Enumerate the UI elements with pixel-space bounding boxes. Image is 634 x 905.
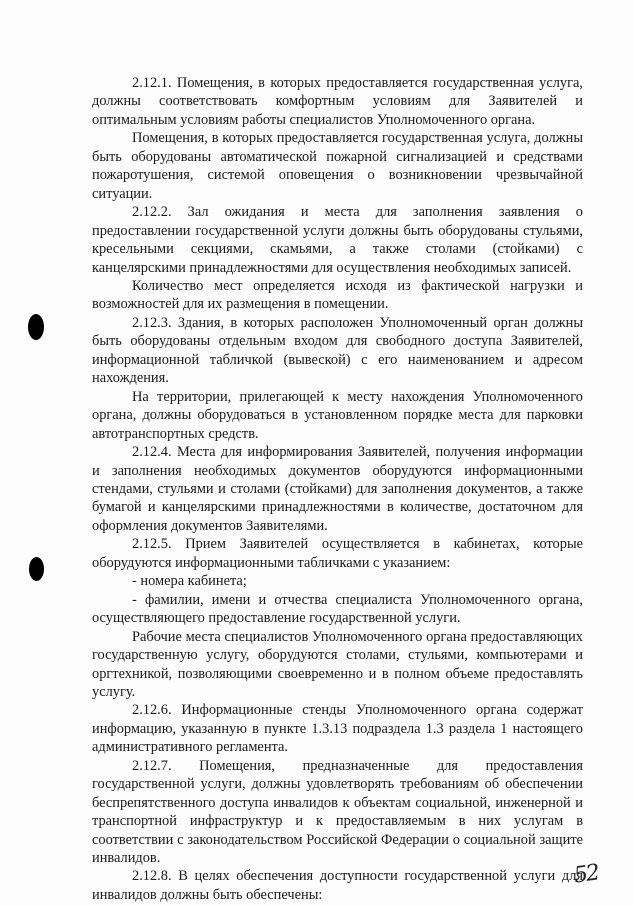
page-number: 52 — [572, 860, 600, 889]
list-item-specialist-name: - фамилии, имени и отчества специалиста Уполномоченного органа, осуществляющего предоставление государственной услуги. — [92, 591, 583, 627]
paragraph-2-12-1: 2.12.1. Помещения, в которых предоставляется государственная услуга, должны соответствовать комфортным условиям для Заявителей и оптимальным условиям работы специалистов Уполномоченного органа. — [92, 75, 583, 128]
paragraph-2-12-8: 2.12.8. В целях обеспечения доступности государственной услуги для инвалидов должны быть обеспечены: — [92, 868, 583, 903]
paragraph-2-12-7: 2.12.7. Помещения, предназначенные для предоставления государственной услуги, должны удовлетворять требованиям об обеспечении беспрепятственного доступа инвалидов к объектам социальной, инженерной и транспортной инфраструктур и к предоставляемым в них услугам в соответствии с законодательством Российской Федерации о социальной защите инвалидов. — [92, 757, 583, 867]
paragraph-workplaces: Рабочие места специалистов Уполномоченного органа предоставляющих государственную услугу, оборудуются столами, стульями, компьютерами и оргтехникой, позволяющими своевременно и в полном объеме предоставлять услугу. — [92, 628, 583, 700]
paragraph-2-12-4: 2.12.4. Места для информирования Заявителей, получения информации и заполнения необходимых документов оборудуются информационными стендами, стульями и столами (стойками) для заполнения документов, а также бумагой и канцелярскими принадлежностями в количестве, достаточном для оформления документов Заявителями. — [92, 444, 583, 534]
paragraph-2-12-2: 2.12.2. Зал ожидания и места для заполнения заявления о предоставлении государственной услуги должны быть оборудованы стульями, кресельными секциями, скамьями, а также столами (стойками) с канцелярскими принадлежностями для осуществления необходимых записей. — [92, 204, 583, 276]
document-body — [92, 74, 583, 904]
paragraph-2-12-3: 2.12.3. Здания, в которых расположен Уполномоченный орган должны быть оборудованы отдельным входом для свободного доступа Заявителей, информационной табличкой (вывеской) с его наименованием и адресом нахождения. — [92, 314, 583, 387]
punch-hole-bottom — [29, 557, 44, 581]
paragraph-parking: На территории, прилегающей к месту нахождения Уполномоченного органа, должны оборудоваться в установленном порядке места для парковки автотранспортных средств. — [92, 388, 583, 442]
punch-hole-top — [28, 314, 44, 340]
list-item-room-number: - номера кабинета; — [132, 573, 247, 590]
paragraph-seat-count: Количество мест определяется исходя из фактической нагрузки и возможностей для их размещения в помещении. — [92, 277, 583, 313]
paragraph-2-12-5: 2.12.5. Прием Заявителей осуществляется в кабинетах, которые оборудуются информационными табличками с указанием: — [92, 536, 583, 571]
paragraph-2-12-6: 2.12.6. Информационные стенды Уполномоченного органа содержат информацию, указанную в пункте 1.3.13 подраздела 1.3 раздела 1 настоящего административного регламента. — [92, 702, 583, 756]
paragraph-fire-alarm: Помещения, в которых предоставляется государственная услуга, должны быть оборудованы автоматической пожарной сигнализацией и средствами пожаротушения, системой оповещения о возникновении чрезвычайной ситуации. — [92, 130, 583, 202]
